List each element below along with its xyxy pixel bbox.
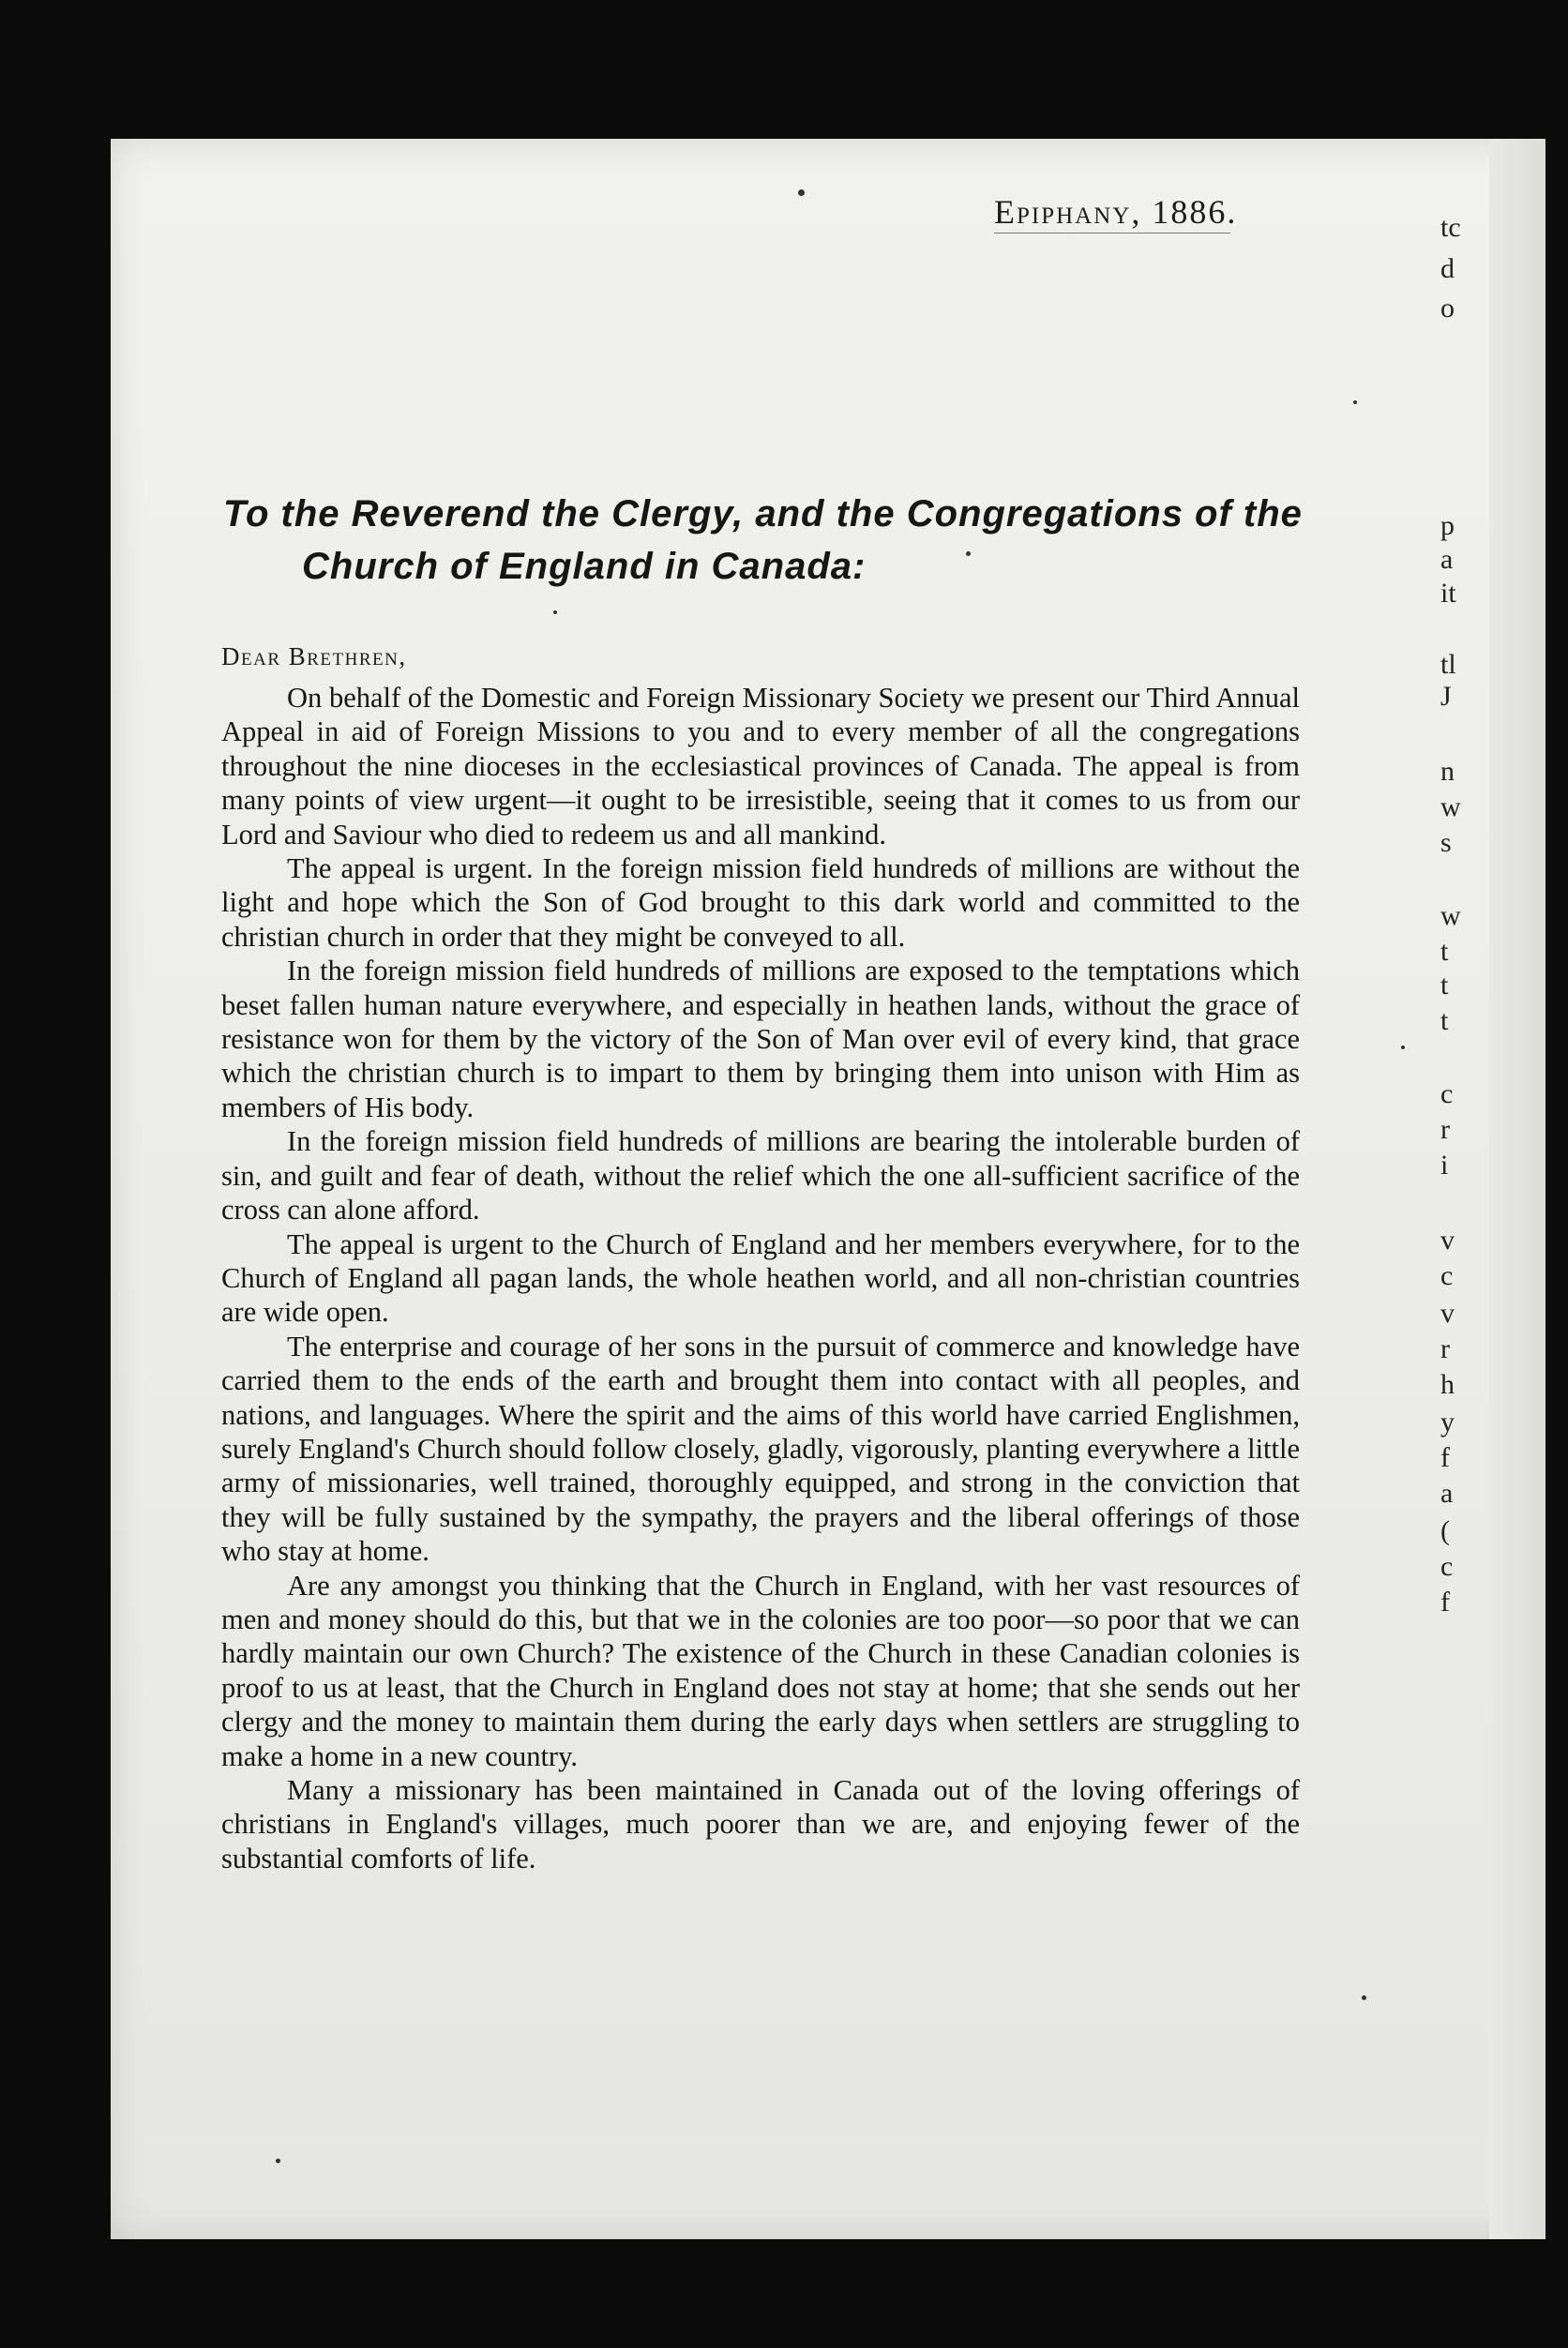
margin-letter: d xyxy=(1440,253,1455,284)
paragraph: On behalf of the Domestic and Foreign Missionary Society we present our Third Annual Appeal in aid of Foreign Missions to you and to every member of all the congregations throughout the nine dioceses in the ecclesiastical provinces of Canada. The appeal is from many points of view urgent—it ought to be irresistible, seeing that it comes to us from our Lord and Saviour who died to redeem us and all mankind. xyxy=(221,682,1300,850)
margin-letter: w xyxy=(1440,900,1461,931)
margin-letter: y xyxy=(1440,1407,1455,1437)
address-heading-line2: Church of England in Canada: xyxy=(302,546,867,587)
margin-letter: o xyxy=(1440,293,1455,324)
margin-letter: f xyxy=(1440,1587,1450,1618)
dateline: Epiphany, 1886. xyxy=(994,193,1238,231)
paragraph: Many a missionary has been maintained in Canada out of the loving offerings of christians in England's villages, much poorer than we are, and enjoying fewer of the substantial comforts of life. xyxy=(221,1774,1300,1874)
paragraph: The appeal is urgent to the Church of England and her members everywhere, for to the Church of England all pagan lands, the whole heathen world, and all non-christian countries are wide open. xyxy=(221,1227,1300,1329)
margin-letter: a xyxy=(1440,1478,1454,1509)
margin-letter: f xyxy=(1440,1442,1450,1473)
margin-letter: i xyxy=(1440,1150,1449,1181)
margin-letter: t xyxy=(1440,970,1449,1001)
margin-letter: it xyxy=(1440,578,1456,609)
margin-letter: p xyxy=(1440,510,1455,541)
margin-letter: s xyxy=(1440,827,1452,858)
margin-letter: tl xyxy=(1440,649,1456,680)
paragraph: In the foreign mission field hundreds of millions are exposed to the temptations which beset fallen human nature everywhere, and especially in heathen lands, without the grace of resistance won for them by the victory of the Son of Man over evil of every kind, that grace which the christian church is to impart to them by bringing them into unison with Him as members of His body. xyxy=(221,955,1300,1123)
margin-letter: c xyxy=(1440,1260,1454,1291)
margin-letter: J xyxy=(1440,681,1452,712)
margin-letter: a xyxy=(1440,544,1454,575)
letter-body xyxy=(221,681,1300,1875)
margin-letter: n xyxy=(1440,756,1455,787)
margin-letter: w xyxy=(1440,791,1461,822)
address-heading xyxy=(223,488,1349,593)
margin-letter: c xyxy=(1440,1551,1454,1582)
address-heading-line1: To the Reverend the Clergy, and the Congregations of the xyxy=(223,493,1303,534)
page-edge-shadow xyxy=(1489,139,1545,2239)
margin-letter: t xyxy=(1440,1005,1449,1036)
paragraph: The appeal is urgent. In the foreign mission field hundreds of millions are without the light and hope which the Son of God brought to this dark world and committed to the christian church in order that they might be conveyed to all. xyxy=(221,852,1300,953)
margin-letter: t xyxy=(1440,936,1449,967)
margin-letter: v xyxy=(1440,1298,1455,1329)
margin-letter: h xyxy=(1440,1369,1455,1400)
paragraph: The enterprise and courage of her sons in the pursuit of commerce and knowledge have carried them to the ends of the earth and brought them into contact with all peoples, and nations, and languages. Where the spirit and the aims of this world have carried Englishmen, surely England's Church should follow closely, gladly, vigorously, planting everywhere a little army of missionaries, well trained, thoroughly equipped, and strong in the conviction that they will be fully sustained by the sympathy, the prayers and the liberal offerings of those who stay at home. xyxy=(221,1330,1300,1568)
margin-letter: ( xyxy=(1440,1515,1450,1546)
margin-letter: v xyxy=(1440,1225,1455,1256)
margin-letter: r xyxy=(1440,1114,1450,1145)
margin-letter: r xyxy=(1440,1333,1450,1364)
greeting: Dear Brethren, xyxy=(221,642,407,670)
margin-letter: tc xyxy=(1440,212,1461,243)
paragraph: Are any amongst you thinking that the Church in England, with her vast resources of men and money should do this, but that we in the colonies are too poor—so poor that we can hardly maintain our own Church? The existence of the Church in these Canadian colonies is proof to us at least, that the Church in England does not stay at home; that she sends out her clergy and the money to maintain them during the early days when settlers are struggling to make a home in a new country. xyxy=(221,1569,1300,1772)
paragraph: In the foreign mission field hundreds of millions are bearing the intolerable burden of sin, and guilt and fear of death, without the relief which the one all-sufficient sacrifice of the cross can alone afford. xyxy=(221,1125,1300,1227)
margin-letter: c xyxy=(1440,1078,1454,1109)
